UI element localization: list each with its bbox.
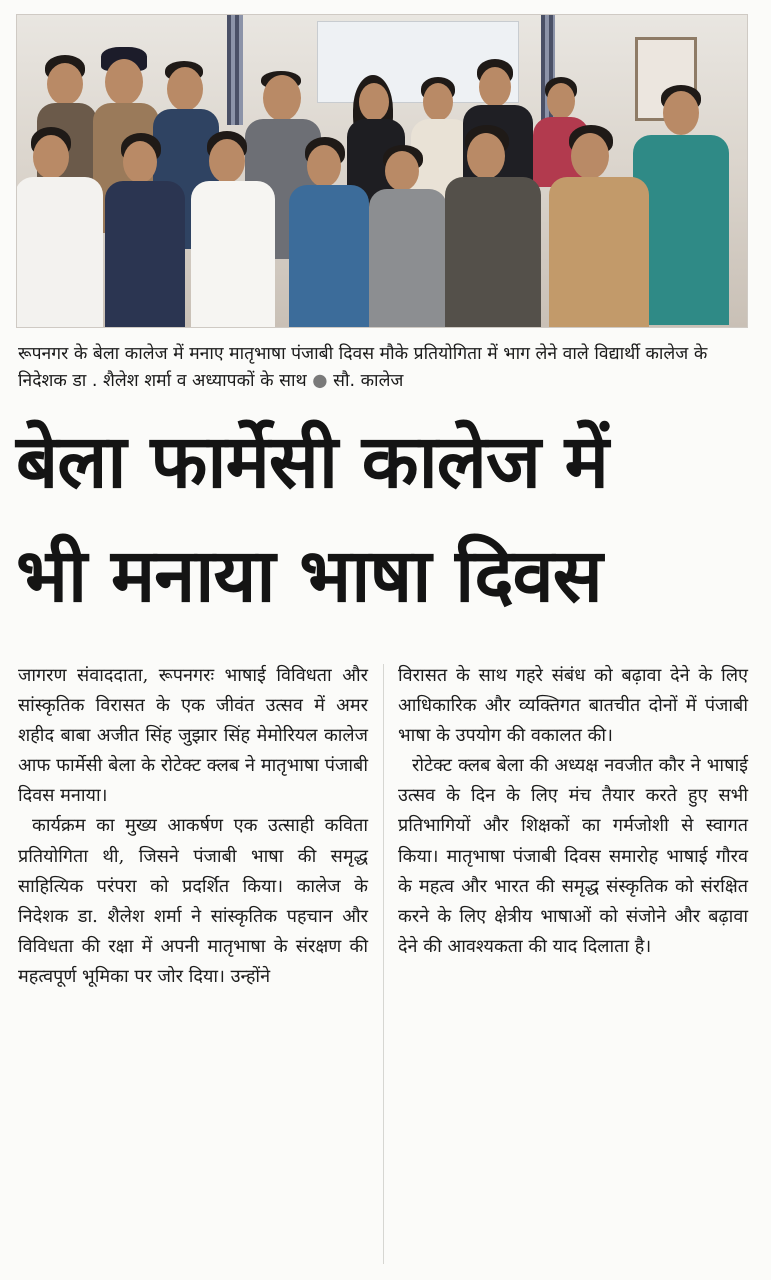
article-paragraph: रोटेक्ट क्लब बेला की अध्यक्ष नवजीत कौर ने भाषाई उत्सव के दिन के लिए मंच तैयार करते हुए सभी प्रतिभागियों और शिक्षकों का गर्मजोशी से स्वागत किया। मातृभाषा पंजाबी दिवस समारोह भाषाई गौरव के महत्व और भारत की समृद्ध संस्कृतिक को संरक्षित करने के लिए क्षेत्रीय भाषाओं को संजोने और बढ़ावा देने की आवश्यकता की याद दिलाता है। (398, 755, 748, 957)
article-column-left (18, 661, 368, 992)
bullet-icon: ● (312, 371, 328, 391)
article-column-right (398, 661, 748, 962)
headline (16, 405, 756, 633)
article-paragraph: जागरण संवाददाता, रूपनगरः भाषाई विविधता और सांस्कृतिक विरासत के एक जीवंत उत्सव में अमर शहीद बाबा अजीत सिंह जुझार सिंह मेमोरियल कालेज आफ फार्मेसी बेला के रोटेक्ट क्लब ने मातृभाषा पंजाबी दिवस मनाया। (18, 665, 368, 807)
article-paragraph: कार्यक्रम का मुख्य आकर्षण एक उत्साही कविता प्रतियोगिता थी, जिसने पंजाबी भाषा की समृद्ध साहित्यिक परंपरा को प्रदर्शित किया। कालेज के निदेशक डा. शैलेश शर्मा ने सांस्कृतिक पहचान और विविधता की रक्षा में अपनी मातृभाषा के संरक्षण की महत्वपूर्ण भूमिका पर जोर दिया। उन्होंने (18, 815, 368, 987)
column-divider (383, 664, 384, 1264)
group-photo (16, 14, 748, 328)
caption-text: रूपनगर के बेला कालेज में मनाए मातृभाषा पंजाबी दिवस मौके प्रतियोगिता में भाग लेने वाले विद्यार्थी कालेज के निदेशक डा . शैलेश शर्मा व अध्यापकों के साथ (18, 344, 708, 391)
headline-line-1: बेला फार्मेसी कालेज में (16, 419, 608, 505)
curtain (227, 15, 243, 125)
headline-line-2: भी मनाया भाषा दिवस (16, 533, 602, 619)
article-paragraph: विरासत के साथ गहरे संबंध को बढ़ावा देने के लिए आधिकारिक और व्यक्तिगत बातचीत दोनों में पंजाबी भाषा के उपयोग की वकालत की। (398, 665, 748, 747)
photo-credit: सौ. कालेज (333, 371, 404, 391)
photo-caption (18, 341, 738, 395)
